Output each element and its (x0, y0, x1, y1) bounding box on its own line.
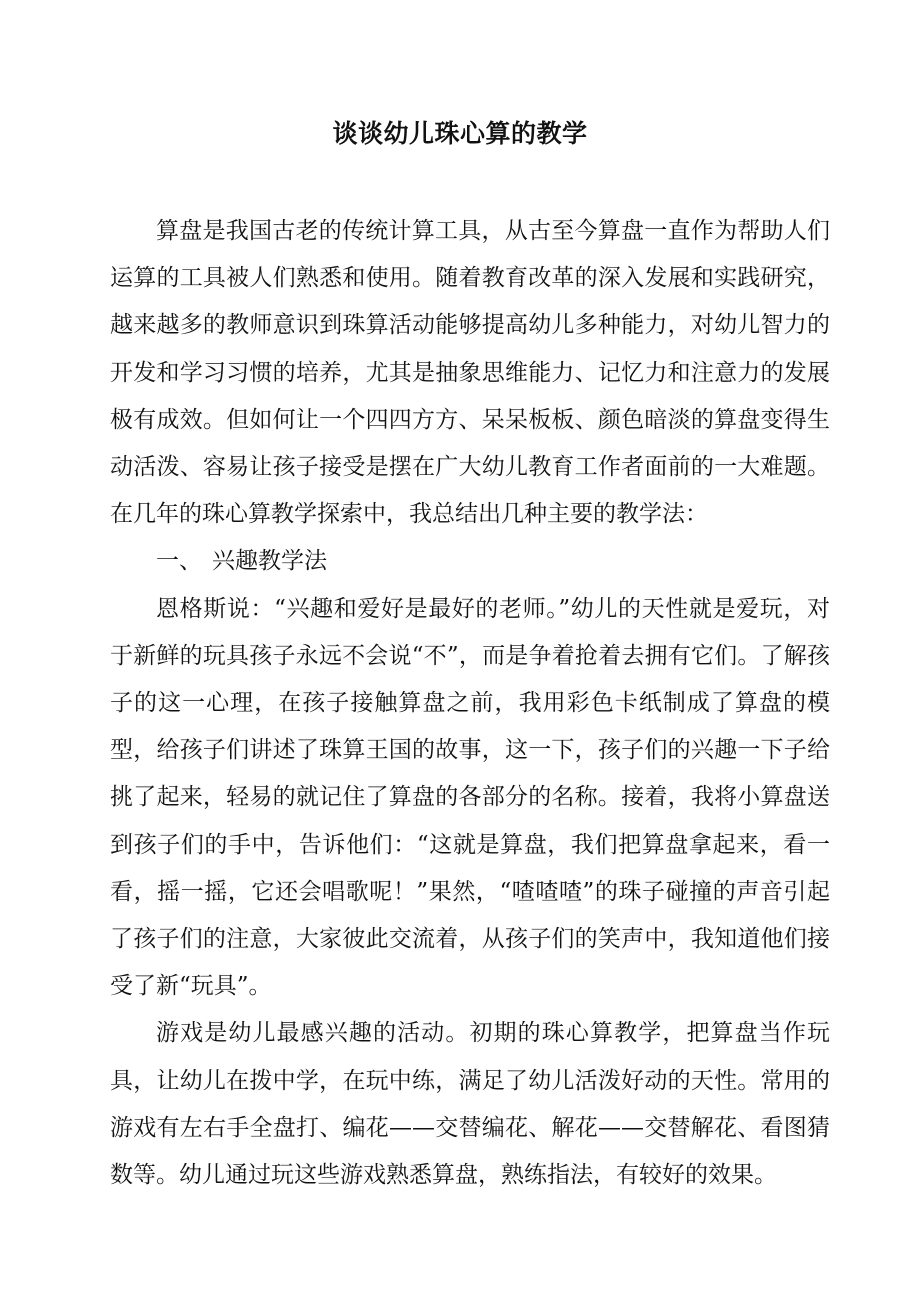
intro-paragraph: 算盘是我国古老的传统计算工具，从古至今算盘一直作为帮助人们运算的工具被人们熟悉和使用。随着教育改革的深入发展和实践研究，越来越多的教师意识到珠算活动能够提高幼儿多种能力，对幼儿智力的开发和学习习惯的培养，尤其是抽象思维能力、记忆力和注意力的发展极有成效。但如何让一个四四方方、呆呆板板、颜色暗淡的算盘变得生动活泼、容易让孩子接受是摆在广大幼儿教育工作者面前的一大难题。在几年的珠心算教学探索中，我总结出几种主要的教学法： (110, 218, 830, 528)
section-heading-text: 兴趣教学法 (212, 548, 327, 575)
section-number: 一、 (156, 548, 202, 575)
section-heading (110, 538, 830, 585)
section-paragraph-1: 恩格斯说：“兴趣和爱好是最好的老师。”幼儿的天性就是爱玩，对于新鲜的玩具孩子永远不会说“不”，而是争着抢着去拥有它们。了解孩子的这一心理，在孩子接触算盘之前，我用彩色卡纸制成了算盘的模型，给孩子们讲述了珠算王国的故事，这一下，孩子们的兴趣一下子给挑了起来，轻易的就记住了算盘的各部分的名称。接着，我将小算盘送到孩子们的手中，告诉他们：“这就是算盘，我们把算盘拿起来，看一看，摇一摇，它还会唱歌呢！”果然，“喳喳喳”的珠子碰撞的声音引起了孩子们的注意，大家彼此交流着，从孩子们的笑声中，我知道他们接受了新“玩具”。 (110, 595, 830, 1000)
section-paragraph-2: 游戏是幼儿最感兴趣的活动。初期的珠心算教学，把算盘当作玩具，让幼儿在拨中学，在玩中练，满足了幼儿活泼好动的天性。常用的游戏有左右手全盘打、编花——交替编花、解花——交替解花、看图猜数等。幼儿通过玩这些游戏熟悉算盘，熟练指法，有较好的效果。 (110, 1020, 830, 1189)
document-title: 谈谈幼儿珠心算的教学 (332, 119, 588, 148)
document-body (110, 208, 830, 1199)
